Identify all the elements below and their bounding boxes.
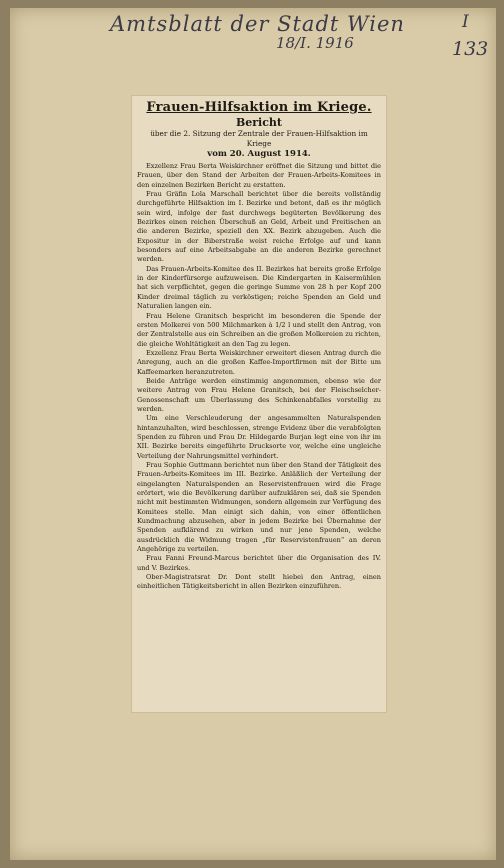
article-paragraph: Exzellenz Frau Berta Weiskirchner erweitert diesen Antrag durch die Anregung, auch an die großen Kaffee-Importfirmen mit der Bitte um Kaffeemarken heranzutreten. [137, 348, 381, 376]
handwritten-title: Amtsblatt der Stadt Wien [110, 12, 405, 36]
article-paragraph: Frau Fanni Freund-Marcus berichtet über die Organisation des IV. und V. Bezirkes. [137, 554, 381, 572]
article-date: vom 20. August 1914. [207, 149, 311, 159]
handwritten-date: 18/I. 1916 [276, 34, 354, 52]
article-body [137, 162, 381, 592]
article-paragraph: Das Frauen-Arbeits-Komitee des II. Bezirkes hat bereits große Erfolge in der Kinderfürsorge aufzuweisen. Die Kindergarten in Kaisermühlen hat sich verpflichtet, gegen die geringe Summe von 28 h per Kopf 200 Kinder dreimal täglich zu verköstigen; reiche Spenden an Geld und Naturalien langen ein. [137, 264, 381, 311]
article-paragraph: Frau Sophie Guttmann berichtet nun über den Stand der Tätigkeit des Frauen-Arbeits-Komitees im III. Bezirke. Anläßlich der Verteilung der eingelangten Naturalspenden an Reservistenfrauen wird die Frage erörtert, wie die Bevölkerung darüber aufzuklären sei, daß sie Spenden nicht mit bestimmten Widmungen, sondern allgemein zur Verfügung des Komitees stelle. Man einigt sich dahin, von einer öffentlichen Kundmachung abzusehen, aber in jedem Bezirke bei Übernahme der Spenden aufklärend zu wirken und nur jene Spenden, welche ausdrücklich die Widmung tragen „für Reservistenfrauen“ an deren Angehörige zu verteilen. [137, 461, 381, 554]
newspaper-clipping [131, 95, 387, 713]
article-paragraph: Frau Helene Granitsch bespricht im besonderen die Spende der ersten Molkerei von 500 Milchmarken à 1/2 l und stellt den Antrag, von der Zentralstelle aus ein Schreiben an die großen Molkereien zu richten, die gleiche Wohltätigkeit an den Tag zu legen. [137, 311, 381, 348]
article-subhead: über die 2. Sitzung der Zentrale der Frauen-Hilfsaktion im Kriege [150, 129, 368, 148]
handwritten-page-number: 133 [452, 38, 489, 60]
article-paragraph: Frau Gräfin Lola Marschall berichtet über die bereits vollständig durchgeführte Hilfsaktion im I. Bezirke und betont, daß es ihr möglich sein wird, infolge der fast durchwegs begüterten Bevölkerung des Bezirkes einen reichen Überschuß an Geld, Arbeit und Freitischen an die anderen Bezirke, speziell den XX. Bezirk abzugeben. Auch die Expositur in der Biberstraße weist reiche Erfolge auf und kann besonders auf eine Arbeitsabgabe an die anderen Bezirke gerechnet werden. [137, 190, 381, 264]
article-paragraph: Um eine Verschleuderung der angesammelten Naturalspenden hintanzuhalten, wird beschlossen, strenge Evidenz über die verabfolgten Spenden zu führen und Frau Dr. Hildegarde Burjan legt eine von ihr im XII. Bezirke bereits eingeführte Drucksorte vor, welche eine ungleiche Verteilung der Nahrungsmittel verhindert. [137, 414, 381, 460]
article-kind: Bericht [235, 116, 283, 129]
article-paragraph: Ober-Magistratsrat Dr. Dont stellt hiebei den Antrag, einen einheitlichen Tätigkeitsbericht in allen Bezirken einzuführen. [137, 573, 381, 591]
handwritten-roman-numeral: I [462, 12, 469, 32]
article-headline: Frauen-Hilfsaktion im Kriege. [146, 100, 372, 115]
article-paragraph: Exzellenz Frau Berta Weiskirchner eröffnet die Sitzung und bittet die Frauen, über den Stand der Arbeiten der Frauen-Arbeits-Komitees in den einzelnen Bezirken Bericht zu erstatten. [137, 162, 381, 189]
article-paragraph: Beide Anträge werden einstimmig angenommen, ebenso wie der weitere Antrag von Frau Helene Granitsch, bei der Fleischselcher-Genossenschaft um Überlassung des Schinkenabfalles vorstellig zu werden. [137, 376, 381, 413]
